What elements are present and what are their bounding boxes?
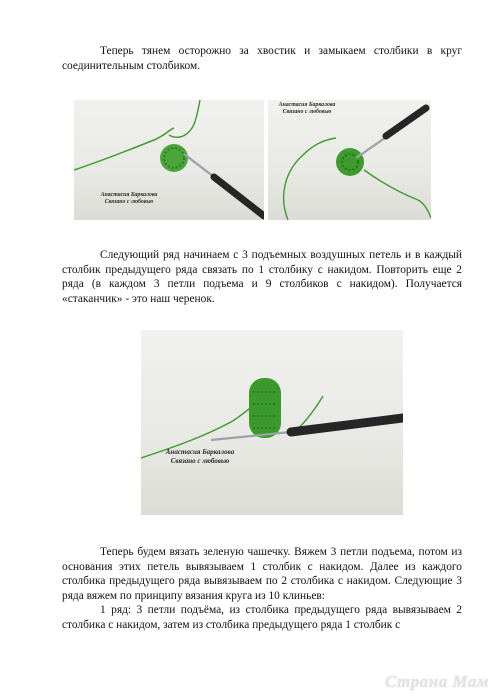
photo-closing-round-right	[268, 100, 431, 220]
watermark-tagline: Связано с любовью	[170, 457, 230, 465]
paragraph-row-1: 1 ряд: 3 петли подъёма, из столбика предыдущего ряда вывязываем 2 столбика с накидом, затем из столбика предыдущего ряда 1 столбик с	[62, 604, 462, 631]
paragraph-green-cup: Теперь будем вязать зеленую чашечку. Вяжем 3 петли подъема, потом из основания этих петель вывязываем 1 столбик с накидом. Далее из каждого столбика предыдущего ряда вывязываем по 2 столбика с накидом. Следующие 3 ряда вяжем по принципу вязания круга из 10 клиньев:	[62, 546, 462, 602]
paragraph-close-round: Теперь тянем осторожно за хвостик и замыкаем столбики в круг соединительным столбиком.	[62, 45, 462, 72]
photo-2-illustration	[268, 100, 431, 220]
photo-closing-round-left	[74, 100, 264, 220]
watermark-photo-1	[94, 192, 164, 206]
site-logo: Страна Мам	[384, 672, 489, 691]
paragraph-next-row: Следующий ряд начинаем с 3 подъемных воздушных петель и в каждый столбик предыдущего ряда связать по 1 столбику с накидом. Повторить еще 2 ряда (в каждом 3 петли подъема и 9 столбиков с накидом). Получается «стаканчик» - это наш черенок.	[62, 249, 462, 305]
watermark-photo-3	[157, 448, 243, 466]
watermark-tagline: Связано с любовью	[104, 199, 154, 205]
watermark-photo-2	[276, 102, 338, 116]
watermark-author: Анастасия Баркалова	[165, 448, 235, 456]
photo-stem-cup	[141, 330, 403, 515]
photo-3-illustration	[141, 330, 403, 515]
watermark-author: Анастасия Баркалова	[278, 102, 336, 108]
watermark-tagline: Связано с любовью	[282, 109, 332, 115]
watermark-author: Анастасия Баркалова	[100, 192, 158, 198]
